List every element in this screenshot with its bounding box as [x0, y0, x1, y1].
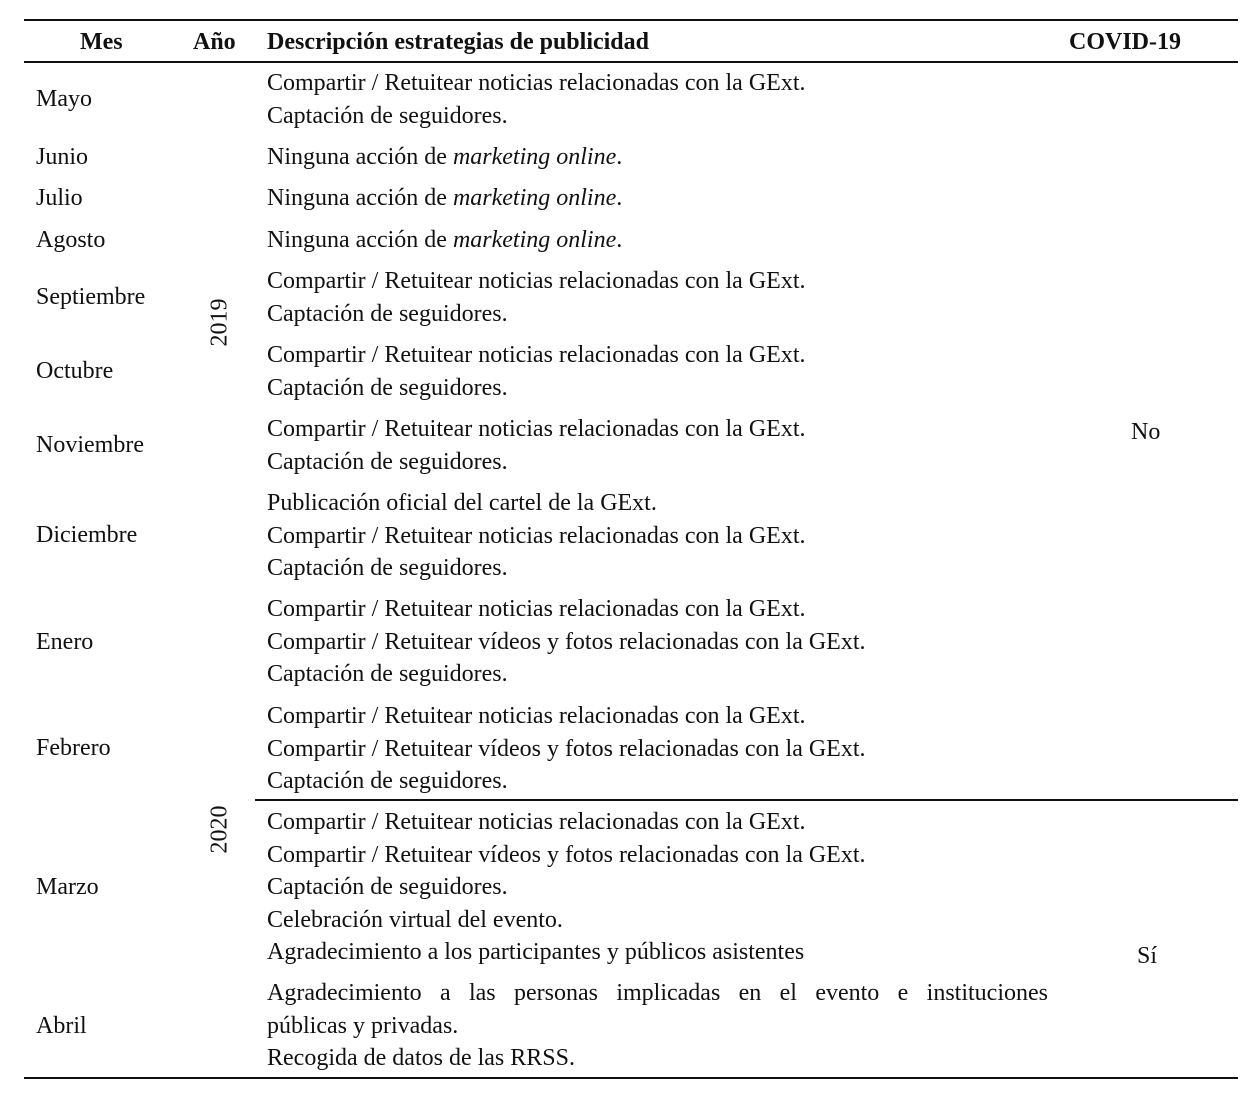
description-line: Captación de seguidores. — [267, 448, 508, 475]
description-line: Compartir / Retuitear noticias relacionadas con la GExt. — [267, 522, 806, 549]
description-line: Recogida de datos de las RRSS. — [267, 1045, 575, 1072]
month-cell: Diciembre — [36, 522, 138, 548]
month-cell: Julio — [36, 185, 83, 211]
description-cell — [267, 487, 806, 585]
bottom-rule — [24, 1077, 1238, 1079]
description-line: Compartir / Retuitear noticias relacionadas con la GExt. — [267, 70, 806, 96]
header-description: Descripción estrategias de publicidad — [267, 29, 649, 55]
description-cell — [267, 265, 806, 330]
description-cell — [267, 182, 622, 215]
description-cell — [267, 413, 806, 478]
description-cell — [267, 700, 866, 798]
description-punct: . — [616, 144, 623, 170]
header-year: Año — [193, 29, 236, 55]
description-line: Captación de seguidores. — [267, 874, 508, 901]
description-cell — [267, 977, 1048, 1075]
description-cell — [267, 593, 866, 691]
description-text: Ninguna acción de — [267, 144, 453, 170]
description-line — [267, 141, 622, 174]
description-line: Captación de seguidores. — [267, 768, 508, 795]
description-line: Captación de seguidores. — [267, 661, 508, 688]
description-line: Compartir / Retuitear noticias relacionadas con la GExt. — [267, 596, 806, 622]
description-cell — [267, 67, 806, 132]
year-2020: 2020 — [206, 805, 233, 854]
covid-si: Sí — [1137, 943, 1158, 969]
description-line: Compartir / Retuitear noticias relacionadas con la GExt. — [267, 268, 806, 294]
description-line: Captación de seguidores. — [267, 102, 508, 129]
description-line: Captación de seguidores. — [267, 555, 508, 582]
description-line: Compartir / Retuitear noticias relacionadas con la GExt. — [267, 342, 806, 368]
description-line: Compartir / Retuitear vídeos y fotos relacionadas con la GExt. — [267, 735, 866, 762]
description-text: Ninguna acción de — [267, 227, 453, 253]
header-rule — [24, 61, 1238, 63]
description-line: Agradecimiento a los participantes y públicos asistentes — [267, 939, 805, 966]
header-month: Mes — [80, 29, 123, 55]
description-emphasis: marketing online — [452, 185, 617, 211]
month-cell: Enero — [36, 629, 94, 655]
month-cell: Febrero — [36, 735, 111, 761]
month-cell: Octubre — [36, 358, 114, 384]
description-text: Ninguna acción de — [267, 185, 453, 211]
month-cell: Septiembre — [36, 284, 146, 310]
month-cell: Noviembre — [36, 432, 144, 458]
year-2019: 2019 — [206, 298, 233, 347]
description-cell — [267, 339, 806, 404]
description-line: Celebración virtual del evento. — [267, 906, 563, 933]
description-line: Publicación oficial del cartel de la GExt. — [267, 490, 657, 516]
covid-separator-rule — [255, 799, 1238, 801]
description-line — [267, 224, 622, 257]
header-covid: COVID-19 — [1069, 29, 1181, 55]
description-line: públicas y privadas. — [267, 1012, 459, 1039]
description-emphasis: marketing online — [452, 227, 617, 253]
month-cell: Junio — [36, 144, 89, 170]
description-cell — [267, 806, 866, 969]
description-punct: . — [616, 227, 623, 253]
description-cell — [267, 141, 622, 174]
description-line: Compartir / Retuitear vídeos y fotos relacionadas con la GExt. — [267, 628, 866, 655]
description-punct: . — [616, 185, 623, 211]
covid-no: No — [1131, 419, 1161, 445]
description-line: Captación de seguidores. — [267, 300, 508, 327]
description-emphasis: marketing online — [452, 144, 617, 170]
description-line: Compartir / Retuitear noticias relacionadas con la GExt. — [267, 809, 806, 835]
description-line — [267, 182, 622, 215]
description-line: Compartir / Retuitear noticias relacionadas con la GExt. — [267, 416, 806, 442]
month-cell: Marzo — [36, 874, 99, 900]
description-cell — [267, 224, 622, 257]
description-line: Agradecimiento a las personas implicadas en el evento e instituciones — [267, 980, 1048, 1006]
description-line: Compartir / Retuitear noticias relacionadas con la GExt. — [267, 703, 806, 729]
month-cell: Abril — [36, 1013, 87, 1039]
description-line: Captación de seguidores. — [267, 374, 508, 401]
description-line: Compartir / Retuitear vídeos y fotos relacionadas con la GExt. — [267, 841, 866, 868]
top-rule — [24, 19, 1238, 21]
month-cell: Mayo — [36, 86, 92, 112]
month-cell: Agosto — [36, 227, 106, 253]
